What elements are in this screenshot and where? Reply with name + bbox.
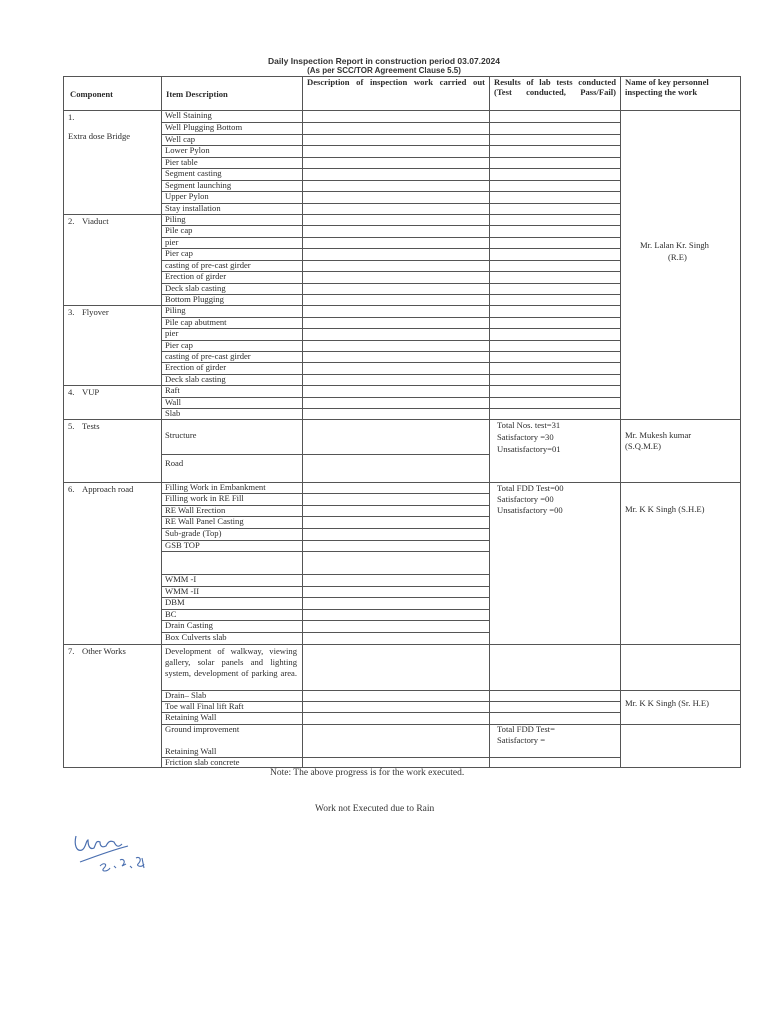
section-number: 1.: [68, 112, 75, 122]
fdd-result: Satisfactory =00: [497, 494, 554, 504]
section-number: 5.: [68, 421, 75, 431]
description-rule: [302, 294, 489, 295]
item-description: BC: [165, 609, 177, 619]
item-description: Piling: [165, 305, 186, 315]
result-rule: [489, 757, 620, 758]
result-rule: [489, 271, 620, 272]
section-rule: [63, 385, 620, 386]
item-rule: [161, 609, 302, 610]
item-description: Segment casting: [165, 168, 222, 178]
report-subtitle: (As per SCC/TOR Agreement Clause 5.5): [307, 66, 461, 75]
description-rule: [302, 145, 489, 146]
header-component: Component: [70, 89, 113, 99]
description-rule: [302, 248, 489, 249]
section-rule: [63, 644, 620, 645]
section-name: Flyover: [82, 307, 109, 317]
result-rule: [489, 408, 620, 409]
result-rule: [489, 180, 620, 181]
item-description: Pier cap: [165, 248, 193, 258]
item-description: Pile cap abutment: [165, 317, 227, 327]
item-description: Drain– Slab: [165, 690, 207, 700]
item-description: Filling Work in Embankment: [165, 482, 266, 492]
description-rule: [302, 493, 489, 494]
description-rule: [302, 317, 489, 318]
description-rule: [302, 157, 489, 158]
description-rule: [302, 168, 489, 169]
personnel-name: Mr. Lalan Kr. Singh: [640, 240, 709, 250]
item-description: Retaining Wall: [165, 712, 217, 722]
personnel-role: (R.E): [668, 252, 687, 262]
section-number: 4.: [68, 387, 75, 397]
personnel-rule: [620, 419, 741, 420]
section-name: Tests: [82, 421, 100, 431]
column-rule: [620, 76, 621, 767]
header-description: Description of inspection work carried out: [307, 77, 485, 87]
description-rule: [302, 586, 489, 587]
description-rule: [302, 351, 489, 352]
result-rule: [489, 248, 620, 249]
column-rule: [63, 76, 64, 767]
description-rule: [302, 397, 489, 398]
description-rule: [302, 122, 489, 123]
item-description: Filling work in RE Fill: [165, 493, 244, 503]
item-description: Drain Casting: [165, 620, 213, 630]
test-result: Satisfactory =30: [497, 432, 554, 442]
item-description: Raft: [165, 385, 180, 395]
item-description: Erection of girder: [165, 362, 227, 372]
item-description: RE Wall Erection: [165, 505, 226, 515]
result-rule: [489, 203, 620, 204]
result-rule: [489, 122, 620, 123]
result-rule: [489, 225, 620, 226]
result-rule: [489, 701, 620, 702]
section-name: Other Works: [82, 646, 126, 656]
description-rule: [302, 408, 489, 409]
header-lab-results: Results of lab tests conducted (Test conducted, Pass/Fail): [494, 77, 616, 97]
item-description: WMM -II: [165, 586, 200, 596]
item-description: Well cap: [165, 134, 196, 144]
description-rule: [302, 180, 489, 181]
result-rule: [489, 294, 620, 295]
result-rule: [489, 397, 620, 398]
item-description: Sub-grade (Top): [165, 528, 222, 538]
header-item-description: Item Description: [166, 89, 228, 99]
result-rule: [489, 260, 620, 261]
description-rule: [302, 225, 489, 226]
section-number: 2.: [68, 216, 75, 226]
item-description: WMM -I: [165, 574, 197, 584]
handwritten-signature: [70, 828, 170, 878]
result-rule: [489, 328, 620, 329]
item-description: Segment launching: [165, 180, 232, 190]
personnel-name: Mr. Mukesh kumar: [625, 430, 692, 440]
item-description: Friction slab concrete: [165, 757, 240, 767]
item-rule: [161, 397, 302, 398]
description-rule: [302, 609, 489, 610]
description-rule: [302, 340, 489, 341]
item-description: Pier cap: [165, 340, 193, 350]
rain-note: Work not Executed due to Rain: [315, 804, 435, 814]
fdd-result: Unsatisfactory =00: [497, 505, 563, 515]
item-description: pier: [165, 237, 179, 247]
description-rule: [302, 597, 489, 598]
section-name: Approach road: [82, 484, 134, 494]
result-rule: [489, 191, 620, 192]
item-description: Slab: [165, 408, 181, 418]
item-description: Well Plugging Bottom: [165, 122, 243, 132]
description-rule: [302, 260, 489, 261]
item-description: Ground improvement: [165, 724, 240, 734]
item-description: Upper Pylon: [165, 191, 209, 201]
description-rule: [302, 690, 489, 691]
personnel-rule: [620, 482, 741, 483]
description-rule: [302, 374, 489, 375]
item-rule: [161, 551, 302, 552]
description-rule: [302, 454, 489, 455]
test-result: Unsatisfactory=01: [497, 444, 561, 454]
section-rule: [63, 214, 620, 215]
item-description: Deck slab casting: [165, 283, 226, 293]
item-description: Well Staining: [165, 110, 212, 120]
description-rule: [302, 540, 489, 541]
section-rule: [63, 305, 620, 306]
description-rule: [302, 134, 489, 135]
report-title: Daily Inspection Report in construction period 03.07.2024: [268, 56, 500, 66]
result-rule: [489, 362, 620, 363]
description-rule: [302, 724, 489, 725]
result-rule: [489, 690, 620, 691]
item-description: casting of pre-cast girder: [165, 260, 251, 270]
section-number: 7.: [68, 646, 75, 656]
test-result: Total Nos. test=31: [497, 420, 561, 430]
item-description: Pier table: [165, 157, 198, 167]
description-rule: [302, 528, 489, 529]
description-rule: [302, 632, 489, 633]
item-rule: [161, 454, 302, 455]
item-description: Development of walkway, viewing gallery, solar panels and lighting system, development of parking area.: [165, 646, 297, 678]
personnel-rule: [620, 644, 741, 645]
personnel-name: Mr. K K Singh (Sr. H.E): [625, 698, 710, 708]
item-description: DBM: [165, 597, 185, 607]
description-rule: [302, 757, 489, 758]
result-rule: [489, 237, 620, 238]
item-description: Retaining Wall: [165, 746, 217, 756]
item-description: Wall: [165, 397, 182, 407]
item-description: Toe wall Final lift Raft: [165, 701, 244, 711]
result-rule: [489, 374, 620, 375]
item-description: Deck slab casting: [165, 374, 226, 384]
description-rule: [302, 701, 489, 702]
personnel-rule: [620, 690, 741, 691]
item-description: Road: [165, 458, 184, 468]
item-description: GSB TOP: [165, 540, 200, 550]
description-rule: [302, 191, 489, 192]
result-rule: [489, 145, 620, 146]
description-rule: [302, 203, 489, 204]
other-result: Satisfactory =: [497, 735, 546, 745]
progress-note: Note: The above progress is for the work executed.: [270, 768, 465, 778]
item-description: Piling: [165, 214, 186, 224]
result-rule: [489, 351, 620, 352]
description-rule: [302, 712, 489, 713]
description-rule: [302, 283, 489, 284]
personnel-role: (S.Q.M.E): [625, 441, 662, 451]
item-description: pier: [165, 328, 179, 338]
result-rule: [489, 157, 620, 158]
item-rule: [161, 328, 302, 329]
personnel-rule: [620, 724, 741, 725]
other-result: Total FDD Test=: [497, 724, 555, 734]
header-key-personnel: Name of key personnel inspecting the work: [625, 77, 709, 97]
item-description: casting of pre-cast girder: [165, 351, 251, 361]
section-name: Viaduct: [82, 216, 109, 226]
result-rule: [489, 340, 620, 341]
item-rule: [161, 408, 302, 409]
result-rule: [489, 283, 620, 284]
description-rule: [302, 505, 489, 506]
item-rule: [161, 237, 302, 238]
description-rule: [302, 551, 489, 552]
description-rule: [302, 362, 489, 363]
item-description: Erection of girder: [165, 271, 227, 281]
item-description: Structure: [165, 430, 197, 440]
section-number: 6.: [68, 484, 75, 494]
column-rule: [740, 76, 741, 767]
item-description: Lower Pylon: [165, 145, 210, 155]
description-rule: [302, 620, 489, 621]
item-description: Pile cap: [165, 225, 193, 235]
description-rule: [302, 516, 489, 517]
section-name: VUP: [82, 387, 100, 397]
result-rule: [489, 317, 620, 318]
item-description: Stay installation: [165, 203, 221, 213]
item-description: RE Wall Panel Casting: [165, 516, 244, 526]
description-rule: [302, 271, 489, 272]
result-rule: [489, 134, 620, 135]
section-number: 3.: [68, 307, 75, 317]
personnel-name: Mr. K K Singh (S.H.E): [625, 504, 705, 514]
result-rule: [489, 712, 620, 713]
result-rule: [489, 168, 620, 169]
fdd-result: Total FDD Test=00: [497, 483, 564, 493]
description-rule: [302, 237, 489, 238]
item-description: Box Culverts slab: [165, 632, 227, 642]
description-rule: [302, 328, 489, 329]
description-rule: [302, 574, 489, 575]
item-description: Bottom Plugging: [165, 294, 224, 304]
section-name: Extra dose Bridge: [68, 131, 131, 141]
